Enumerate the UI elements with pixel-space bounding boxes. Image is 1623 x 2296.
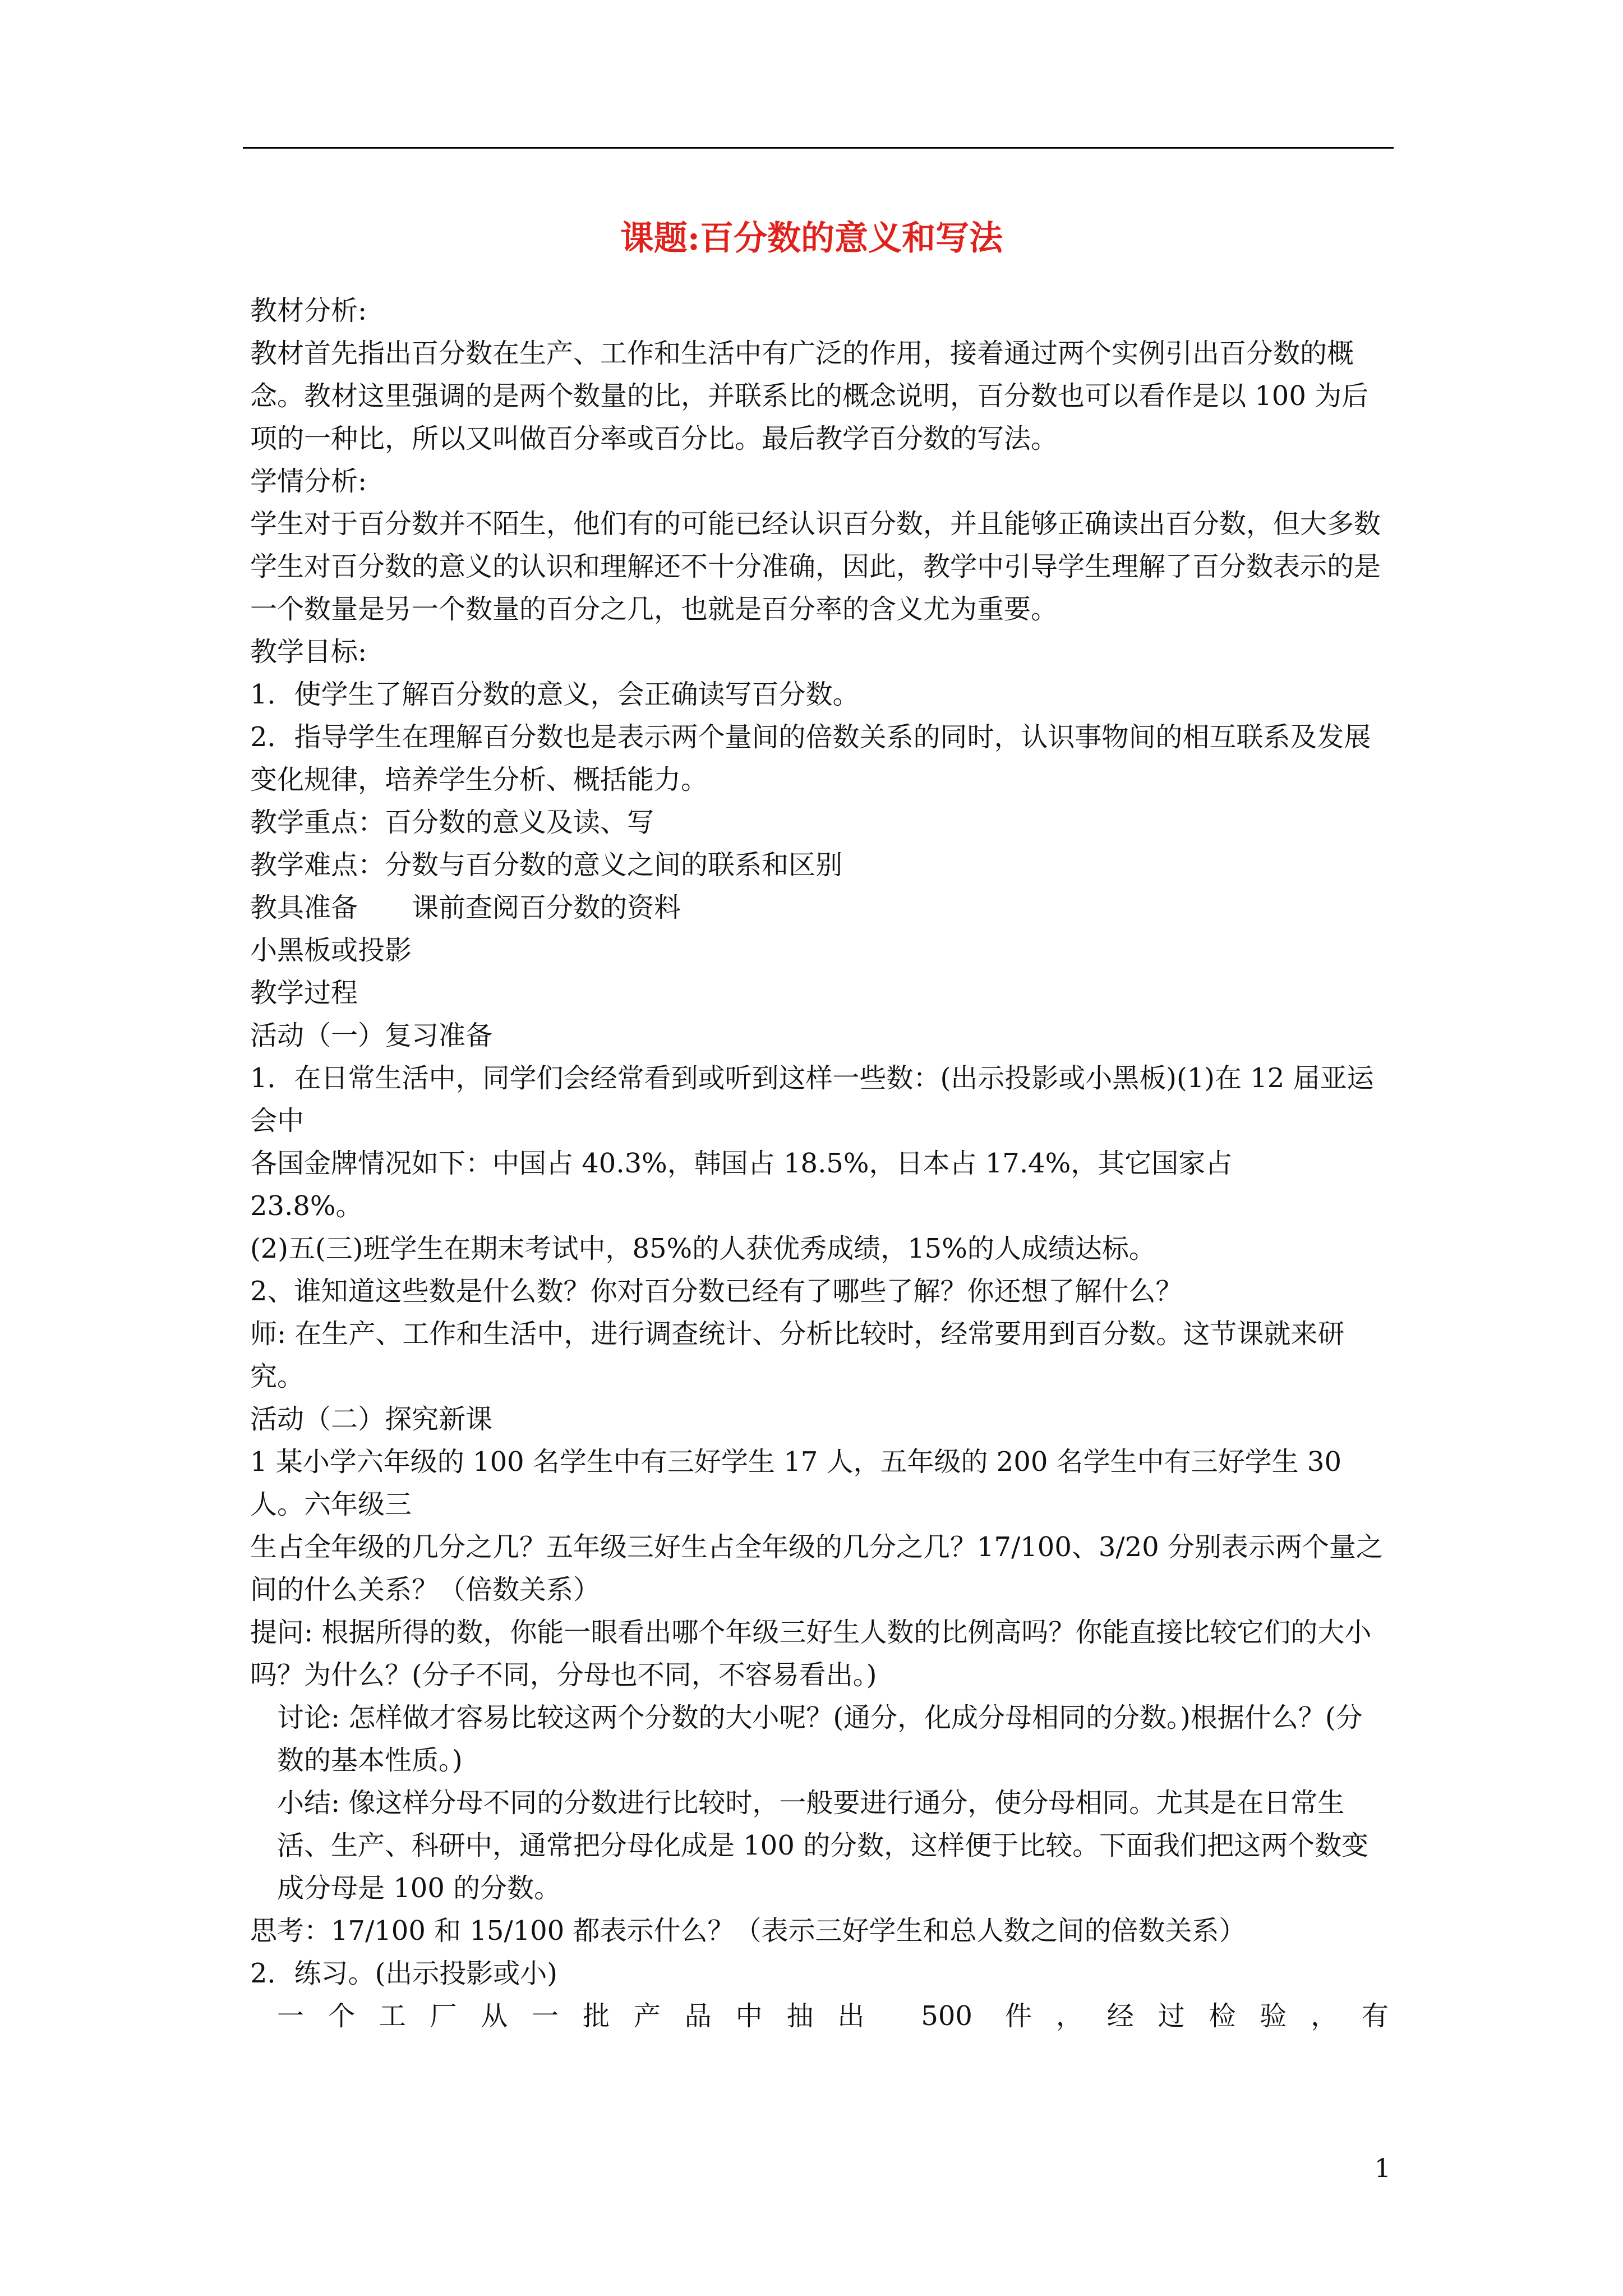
page-number: 1 xyxy=(1374,2153,1391,2183)
paragraph: (2)五(三)班学生在期末考试中，85%的人获优秀成绩，15%的人成绩达标。 xyxy=(250,1233,1156,1264)
paragraph: 教学过程 xyxy=(250,977,358,1009)
paragraph: 教学难点：分数与百分数的意义之间的联系和区别 xyxy=(250,849,843,881)
paragraph: 活动（一）复习准备 xyxy=(250,1020,493,1051)
paragraph: 提问: 根据所得的数，你能一眼看出哪个年级三好生人数的比例高吗？你能直接比较它们的大小吗？为什么？(分子不同，分母也不同，不容易看出。) xyxy=(250,1617,1372,1691)
paragraph: 教学重点：百分数的意义及读、写 xyxy=(250,807,654,838)
paragraph: 1．在日常生活中，同学们会经常看到或听到这样一些数：(出示投影或小黑板)(1)在 12 届亚运会中 xyxy=(250,1062,1374,1137)
paragraph: 一个工厂从一批产品中抽出 500 件，经过检验，有 xyxy=(277,2000,1389,2032)
document-title: 课题:百分数的意义和写法 xyxy=(620,219,1003,258)
paragraph: 学生对于百分数并不陌生，他们有的可能已经认识百分数，并且能够正确读出百分数，但大多数学生对百分数的意义的认识和理解还不十分准确，因此，教学中引导学生理解了百分数表示的是一个数量是另一个数量的百分之几，也就是百分率的含义尤为重要。 xyxy=(250,508,1381,625)
paragraph: 生占全年级的几分之几？五年级三好生占全年级的几分之几？17/100、3/20 分别表示两个量之间的什么关系？（倍数关系） xyxy=(250,1531,1383,1605)
paragraph: 1．使学生了解百分数的意义，会正确读写百分数。 xyxy=(250,679,860,710)
paragraph: 思考：17/100 和 15/100 都表示什么？（表示三好学生和总人数之间的倍数关系） xyxy=(250,1915,1246,1947)
paragraph: 23.8%。 xyxy=(250,1190,363,1222)
paragraph: 小结: 像这样分母不同的分数进行比较时，一般要进行通分，使分母相同。尤其是在日常生活、生产、科研中，通常把分母化成是 100 的分数，这样便于比较。下面我们把这两个数变成分母是 100 的分数。 xyxy=(277,1787,1369,1904)
paragraph: 活动（二）探究新课 xyxy=(250,1404,493,1435)
paragraph: 教材分析: xyxy=(250,295,367,326)
paragraph: 1 某小学六年级的 100 名学生中有三好学生 17 人，五年级的 200 名学生中有三好学生 30 人。六年级三 xyxy=(250,1446,1341,1520)
paragraph: 教材首先指出百分数在生产、工作和生活中有广泛的作用，接着通过两个实例引出百分数的概念。教材这里强调的是两个数量的比，并联系比的概念说明，百分数也可以看作是以 100 为后项的一种比，所以又叫做百分率或百分比。最后教学百分数的写法。 xyxy=(250,338,1369,454)
paragraph: 师: 在生产、工作和生活中，进行调查统计、分析比较时，经常要用到百分数。这节课就来研究。 xyxy=(250,1318,1345,1392)
paragraph: 讨论: 怎样做才容易比较这两个分数的大小呢？(通分，化成分母相同的分数。)根据什么？(分数的基本性质。) xyxy=(277,1702,1363,1776)
paragraph: 2．指导学生在理解百分数也是表示两个量间的倍数关系的同时，认识事物间的相互联系及发展变化规律，培养学生分析、概括能力。 xyxy=(250,721,1371,795)
document-body xyxy=(250,289,1389,2037)
paragraph: 2．练习。(出示投影或小) xyxy=(250,1958,557,1989)
paragraph: 教学目标: xyxy=(250,636,367,668)
paragraph: 各国金牌情况如下：中国占 40.3%，韩国占 18.5%，日本占 17.4%，其它国家占 xyxy=(250,1148,1233,1179)
paragraph: 学情分析: xyxy=(250,466,367,497)
paragraph: 小黑板或投影 xyxy=(250,935,412,966)
paragraph: 2、谁知道这些数是什么数？你对百分数已经有了哪些了解？你还想了解什么？ xyxy=(250,1276,1183,1307)
header-rule xyxy=(243,147,1394,149)
paragraph: 教具准备 课前查阅百分数的资料 xyxy=(250,892,681,923)
